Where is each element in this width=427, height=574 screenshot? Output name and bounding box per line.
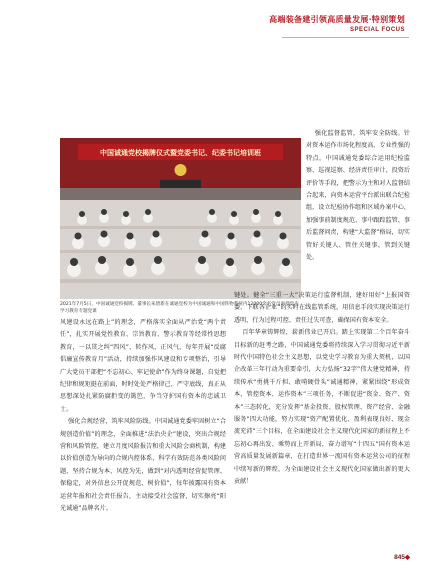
banner-text: 中国诚通党校揭牌仪式暨党委书记、纪委书记培训班 xyxy=(100,149,261,157)
article-column-left: 风建设永远在路上”的理念，严格落实全面从严治党“两个责任”，扎实开展党性教育、宗旨教育、警示教育等经常性思想教育，一以贯之纠“四风”、转作风、正风气，每年开展“反腐倡廉宣传教育月”活动，持续加强作风建设和专项整治，引导广大党员干部把“不忘初心、牢记使命”作为终身课题，自觉把纪律和规矩挺在前面，时时处处严格律己，严守底线，真正从思想深处扎紧防腐拒变的篱笆，争当守护国有资本的忠诚卫士。 强化合规经营，筑牢风险防线。中国诚通党委牢固树立“合规创造价值”的理念，全面推进“法治央企”建设，突出合规经营和风险管控，建立月度风险报告和重大风险会商机制，构建以价值创造为导向的合规内控体系，科学有效防范各类风险问题，坚持合规为本、风控为先，做到“对内透明经营促管理、保稳定，对外信息公开促规范、树价值”，每年披露国有资本运营年报和社会责任报告，主动接受社会监督，切实擦亮“阳光诚通”品牌名片。 xyxy=(60,319,226,513)
photo-caption: 2021年7月5日，中国诚通党校揭牌。董事长朱碧新在诚通党校为中国诚通和中国铁物系统内12000余名党员讲授党史学习教育专题党课 xyxy=(60,302,299,314)
article-column-right: 键处。健全“三重一大”决策运行监督机制，建好用好“上报国资委、下联各企业”的实时在线监管系统，用信息手段实现决策运行透明、行为过程可控、责任过失可查，确保国有资本安全。 百年华章铸辉煌，崭新伟业已开启。踏上实现第二个百年奋斗目标新的赶考之路，中国诚通党委将持续深入学习贯彻习近平新时代中国特色社会主义思想，以党史学习教育为重大契机，以国企改革三年行动为重要牵引，大力弘扬“32字”伟大建党精神，持续传承“勇挑千斤担、敢啃硬骨头”诚通精神，紧紧围绕“形成资本、管控资本、运作资本”三项任务，不断促进“资金、资产、资本”三态转化，充分发挥“基金投资、股权管理、资产经营、金融服务”四大功能，努力实现“资产配置优化、盈利表现良好、现金流充沛”三个目标，在全面建设社会主义现代化国家的新征程上不忘初心再出发、乘势而上开新局，奋力谱写“十四五”国有资本运营高质量发展新篇章，在打造世界一流国有资本运营公司的征程中续写新的辉煌，为全面建设社会主义现代化国家做出新的更大贡献！ xyxy=(234,292,411,486)
page-marker: ◆ xyxy=(405,554,410,561)
article-column-top-right: 强化监督监管，筑牢安全防线。针对资本运作市场化程度高、专业性强的特点，中国诚通党委综合运用纪检监察、巡视巡察、经济责任审计、投资后评价等手段，把警示为主和对人监督结合起来，向资本运营平台派出联合纪检组，设立纪检协作组和区域办案中心，加强事前制度规范、事中跟踪监管、事后监督问责，构建“大监督”格局，切实管好关键人、管住关键事、管到关键处。 xyxy=(306,130,411,262)
header-divider xyxy=(282,37,409,38)
running-header-title: 高端装备建引领高质量发展·特别策划 xyxy=(269,14,405,24)
running-header-subtitle: SPECIAL FOCUS xyxy=(349,27,405,33)
emblem xyxy=(175,164,187,176)
event-photo xyxy=(60,138,301,299)
page-number-value: 845 xyxy=(394,554,405,561)
page-number xyxy=(394,553,410,561)
photo-illustration xyxy=(60,138,301,299)
